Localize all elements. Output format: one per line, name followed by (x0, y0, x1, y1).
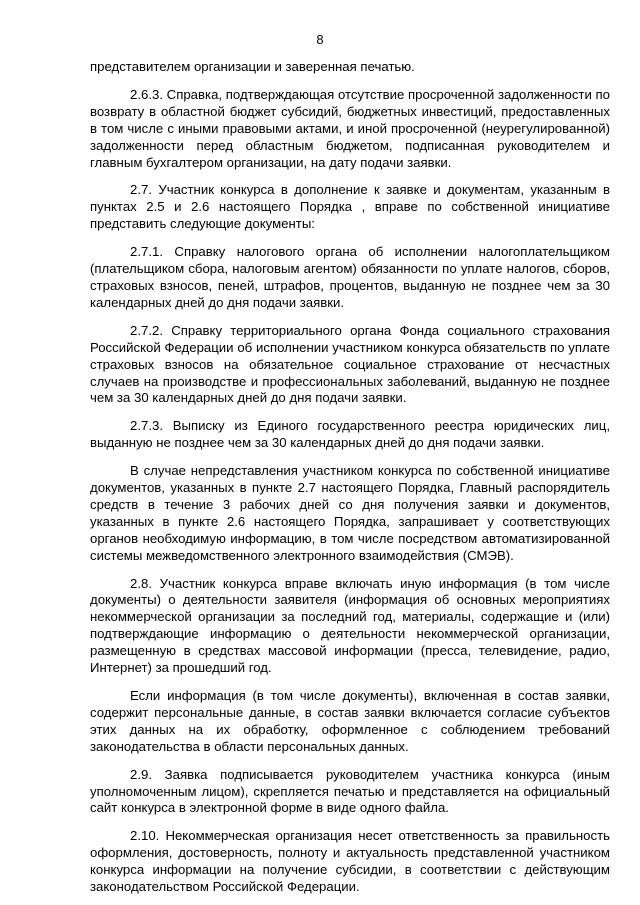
page-number: 8 (316, 32, 324, 47)
paragraph-2-7-3: 2.7.3. Выписку из Единого государственного реестра юридических лиц, выданную не позднее чем за 30 календарных дней до дня подачи заявки. (90, 418, 610, 451)
paragraph-2-7: 2.7. Участник конкурса в дополнение к заявке и документам, указанным в пунктах 2.5 и 2.6 настоящего Порядка , вправе по собственной инициативе представить следующие документы: (90, 182, 610, 232)
paragraph-continuation: представителем организации и заверенная печатью. (90, 59, 415, 74)
paragraph-2-7-2: 2.7.2. Справку территориального органа Фонда социального страхования Российской Федерации об исполнении участником конкурса обязательств по уплате страховых взносов на обязательное социальное страхование от несчастных случаев на производстве и профессиональных заболеваний, выданную не позднее чем за 30 календарных дней до дня подачи заявки. (90, 322, 610, 406)
paragraph-2-6-3: 2.6.3. Справка, подтверждающая отсутствие просроченной задолженности по возврату в областной бюджет субсидий, бюджетных инвестиций, предоставленных в том числе с иными правовыми актами, и иной просроченной (неурегулированной) задолженности перед областным бюджетом, подписанная руководителем и главным бухгалтером организации, на дату подачи заявки. (90, 86, 610, 170)
paragraph-2-10: 2.10. Некоммерческая организация несет ответственность за правильность оформления, достоверность, полноту и актуальность представленной участником конкурса информации на получение субсидии, в соответствии с действующим законодательством Российской Федерации. (90, 828, 610, 895)
paragraph-non-submission: В случае непредставления участником конкурса по собственной инициативе документов, указанных в пункте 2.7 настоящего Порядка, Главный распорядитель средств в течение 3 рабочих дней со дня получения заявки и документов, указанных в пункте 2.6 настоящего Порядка, запрашивает у соответствующих органов необходимую информацию, в том числе посредством автоматизированной системы межведомственного электронного взаимодействия (СМЭВ). (90, 463, 610, 563)
paragraph-personal-data: Если информация (в том числе документы), включенная в состав заявки, содержит персональные данные, в состав заявки включается согласие субъектов этих данных на их обработку, оформленное с соблюдением требований законодательства в области персональных данных. (90, 688, 610, 754)
paragraph-2-9: 2.9. Заявка подписывается руководителем участника конкурса (иным уполномоченным лицом), скрепляется печатью и представляется на официальный сайт конкурса в электронной форме в виде одного файла. (90, 766, 610, 816)
paragraph-2-7-1: 2.7.1. Справку налогового органа об исполнении налогоплательщиком (плательщиком сбора, налоговым агентом) обязанности по уплате налогов, сборов, страховых взносов, пеней, штрафов, процентов, выданную не позднее чем за 30 календарных дней до дня подачи заявки. (90, 244, 610, 310)
paragraph-2-8: 2.8. Участник конкурса вправе включать иную информация (в том числе документы) о деятельности заявителя (информация об основных мероприятиях некоммерческой организации за последний год, материалы, содержащие и (или) подтверждающие информацию о деятельности некоммерческой организации, размещенную в средствах массовой информации (пресса, телевидение, радио, Интернет) за прошедший год. (90, 575, 610, 676)
document-body (90, 59, 610, 896)
